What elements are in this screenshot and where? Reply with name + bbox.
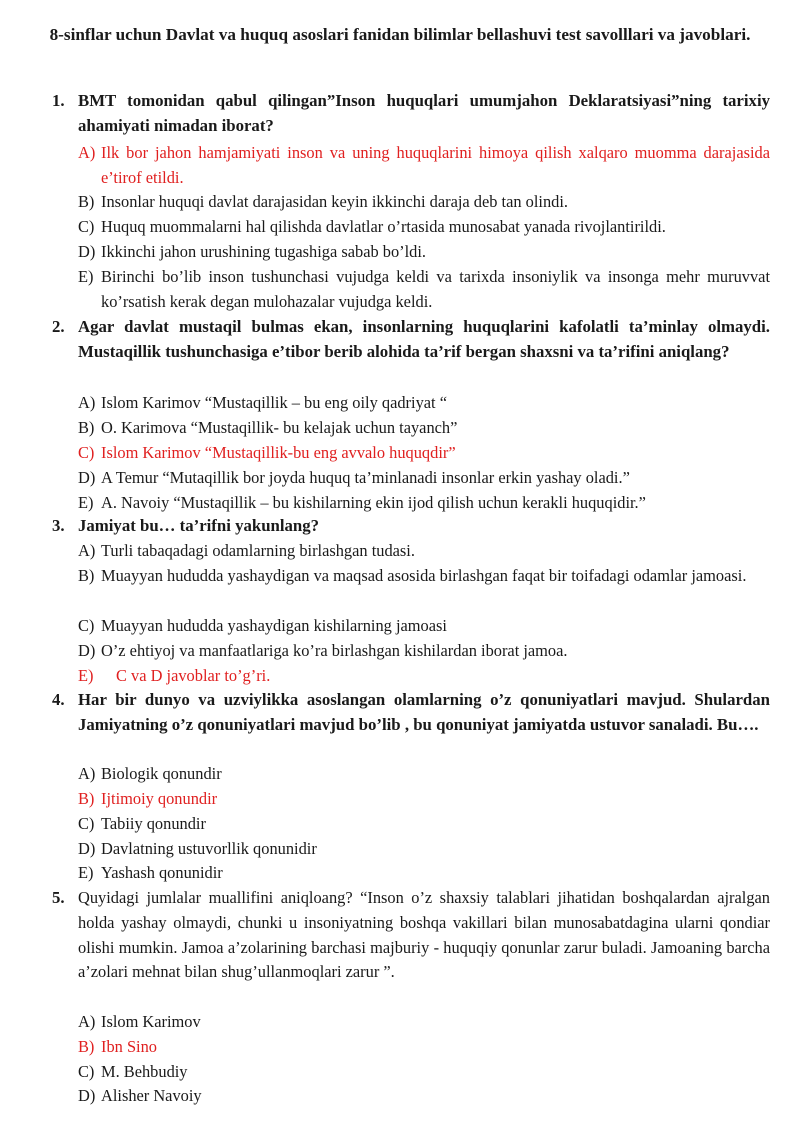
option-d (78, 466, 770, 491)
option-c (78, 215, 770, 240)
option-a (78, 391, 770, 416)
option-d (78, 837, 770, 862)
option-text: Insonlar huquqi davlat darajasidan keyin ikkinchi daraja deb tan olindi. (101, 192, 568, 211)
question-number: 1. (52, 91, 65, 110)
option-text: Muayyan hududda yashaydigan va maqsad asosida birlashgan faqat bir toifadagi odamlar jamoasi. (101, 566, 747, 585)
option-letter: D) (78, 468, 96, 487)
option-letter: D) (78, 641, 96, 660)
option-text: Ijtimoiy qonundir (101, 789, 218, 808)
option-a (78, 1010, 770, 1035)
option-letter: E) (78, 267, 94, 286)
option-text: A Temur “Mutaqillik bor joyda huquq ta’minlanadi insonlar erkin yashay oladi.” (101, 468, 630, 487)
option-letter: B) (78, 418, 95, 437)
option-letter: A) (78, 393, 96, 412)
option-text: O’z ehtiyoj va manfaatlariga ko’ra birlashgan kishilardan iborat jamoa. (101, 641, 568, 660)
option-b (78, 564, 770, 589)
option-text: Biologik qonundir (101, 764, 222, 783)
option-letter: E) (78, 863, 94, 882)
question-text: BMT tomonidan qabul qilingan”Inson huquqlari umumjahon Deklaratsiyasi”ning tarixiy ahamiyati nimadan iborat? (78, 91, 770, 135)
option-letter: E) (78, 666, 94, 685)
option-text: C va D javoblar to’g’ri. (116, 666, 271, 685)
option-text: Islom Karimov “Mustaqillik – bu eng oily qadriyat “ (101, 393, 447, 412)
option-letter: B) (78, 789, 95, 808)
option-text: Ikkinchi jahon urushining tugashiga sabab bo’ldi. (101, 242, 427, 261)
option-letter: A) (78, 764, 96, 783)
option-a (78, 539, 770, 564)
option-letter: B) (78, 566, 95, 585)
option-text: Turli tabaqadagi odamlarning birlashgan tudasi. (101, 541, 415, 560)
option-d (78, 1084, 770, 1109)
option-text: Birinchi bo’lib inson tushunchasi vujudga keldi va tarixda insoniylik va insonga mehr muruvvat ko’rsatish kerak degan mulohazalar vujudga keldi. (101, 267, 770, 311)
option-letter: D) (78, 839, 96, 858)
option-b (78, 416, 770, 441)
option-c (78, 1060, 770, 1085)
option-text: A. Navoiy “Mustaqillik – bu kishilarning ekin ijod qilish uchun kerakli huquqidir.” (101, 493, 646, 512)
option-letter: C) (78, 616, 95, 635)
option-letter: C) (78, 1062, 95, 1081)
document-title: 8-sinflar uchun Davlat va huquq asoslari fanidan bilimlar bellashuvi test savolllari va javoblari. (49, 25, 751, 44)
option-b (78, 190, 770, 215)
option-text: Islom Karimov “Mustaqillik-bu eng avvalo huquqdir” (101, 443, 456, 462)
question-number: 3. (52, 516, 65, 535)
option-letter: A) (78, 1012, 96, 1031)
option-d (78, 240, 770, 265)
option-text: Alisher Navoiy (101, 1086, 202, 1105)
option-text: Huquq muommalarni hal qilishda davlatlar o’rtasida munosabat yanada rivojlantirildi. (101, 217, 666, 236)
question-number: 2. (52, 317, 65, 336)
option-e (78, 861, 770, 886)
option-letter: E) (78, 493, 94, 512)
option-letter: B) (78, 1037, 95, 1056)
option-letter: D) (78, 242, 96, 261)
option-letter: C) (78, 443, 95, 462)
option-text: Tabiiy qonundir (101, 814, 206, 833)
option-text: Muayyan hududda yashaydigan kishilarning jamoasi (101, 616, 447, 635)
option-c (78, 441, 770, 466)
option-d (78, 639, 770, 664)
option-letter: B) (78, 192, 95, 211)
option-a (78, 141, 770, 191)
option-c (78, 614, 770, 639)
option-text: M. Behbudiy (101, 1062, 188, 1081)
option-e (78, 491, 770, 516)
question-text: Quyidagi jumlalar muallifini aniqloang? “Inson o’z shaxsiy talablari jihatidan boshqalardan ajralgan holda yashay olmaydi, chunki u insoniyatning boshqa vakillari bilan munosabatdagina ularni qondiar olishi mumkin. Jamoa a’zolarining barchasi majburiy - huquqiy qonunlar zarur buladi. Jamoaning barcha a’zolari mehnat bilan shug’ullanmoqlari zarur ”. (78, 888, 770, 982)
question-text: Har bir dunyo va uzviylikka asoslangan olamlarning o’z qonuniyatlari mavjud. Shulardan Jamiyatning o’z qonuniyatlari mavjud bo’lib , bu qonuniyat jamiyatda ustuvor sanaladi. Bu…. (78, 690, 770, 734)
option-letter: A) (78, 541, 96, 560)
option-text: Davlatning ustuvorllik qonunidir (101, 839, 317, 858)
question-number: 4. (52, 690, 65, 709)
option-b (78, 787, 770, 812)
question-text: Agar davlat mustaqil bulmas ekan, insonlarning huquqlarini kafolatli ta’minlay olmaydi. Mustaqillik tushunchasiga e’tibor berib alohida ta’rif bergan shaxsni va ta’rifini aniqlang? (78, 317, 770, 361)
option-text: O. Karimova “Mustaqillik- bu kelajak uchun tayanch” (101, 418, 458, 437)
option-e (78, 265, 770, 315)
option-c (78, 812, 770, 837)
option-text: Ibn Sino (101, 1037, 158, 1056)
option-a (78, 762, 770, 787)
option-letter: C) (78, 217, 95, 236)
option-text: Yashash qonunidir (101, 863, 223, 882)
question-text: Jamiyat bu… ta’rifni yakunlang? (78, 516, 320, 535)
question-number: 5. (52, 888, 65, 907)
option-letter: A) (78, 143, 96, 162)
option-letter: C) (78, 814, 95, 833)
option-b (78, 1035, 770, 1060)
option-letter: D) (78, 1086, 96, 1105)
option-text: Ilk bor jahon hamjamiyati inson va uning huquqlarini himoya qilish xalqaro muomma darajasida e’tirof etildi. (101, 143, 770, 187)
option-text: Islom Karimov (101, 1012, 201, 1031)
option-e (78, 664, 770, 689)
